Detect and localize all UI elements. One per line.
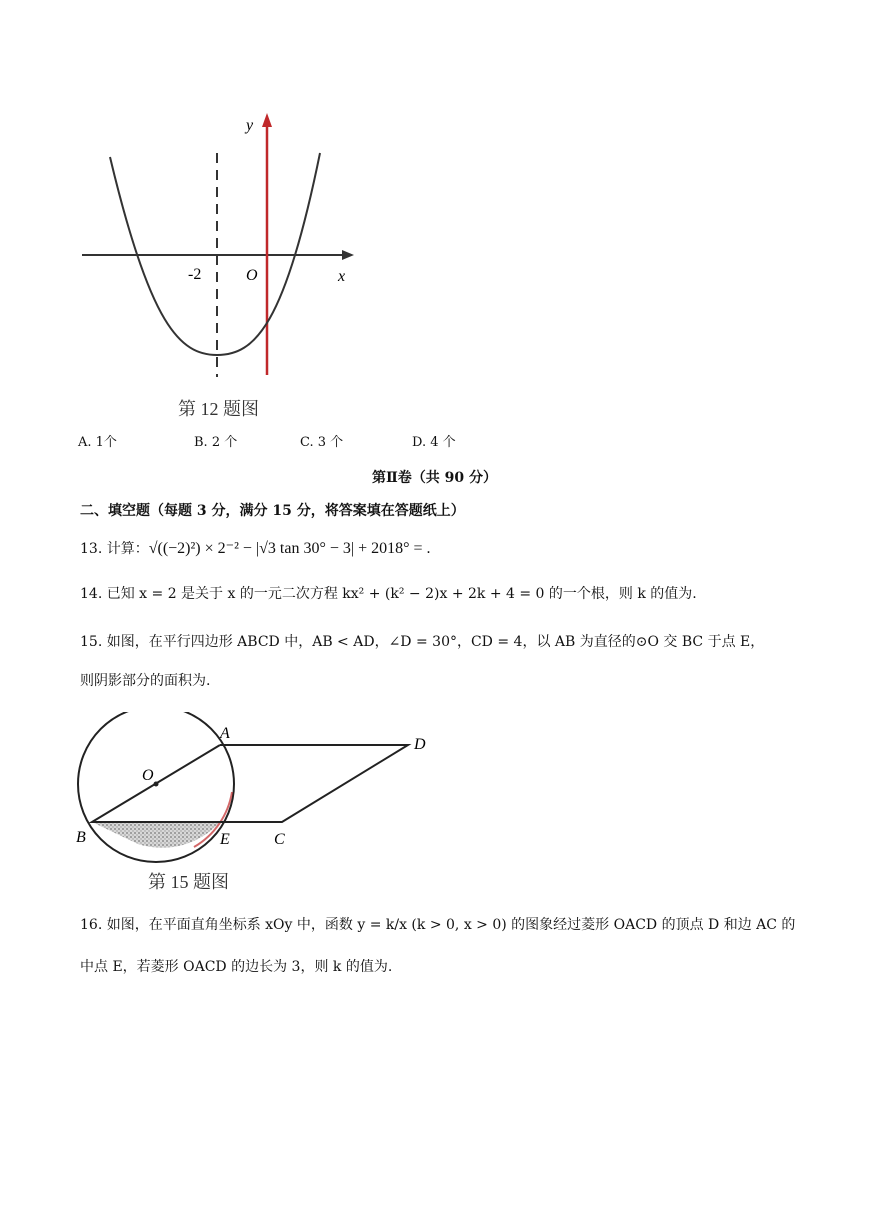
label-o: O	[142, 767, 154, 784]
answer-options	[78, 431, 778, 451]
shaded-region	[92, 822, 220, 848]
option-d: D. 4 个	[412, 435, 456, 450]
y-axis-arrow	[262, 113, 272, 127]
label-b: B	[76, 829, 86, 846]
center-point	[154, 782, 159, 787]
part-2-title: 第Ⅱ卷（共 90 分）	[371, 470, 498, 486]
question-12-caption: 第 12 题图	[178, 399, 259, 419]
question-12-figure	[70, 105, 370, 425]
question-15-figure	[74, 712, 444, 897]
section-2-heading: 二、填空题（每题 3 分，满分 15 分，将答案填在答题纸上）	[80, 503, 465, 519]
x-axis-arrow	[342, 250, 354, 260]
question-13-expression: √((−2)²) × 2⁻² − |√3 tan 30° − 3| + 2018° = .	[148, 540, 431, 557]
option-a: A. 1个	[78, 435, 117, 450]
question-13	[80, 538, 431, 558]
question-16-line-1: 16. 如图，在平面直角坐标系 xOy 中，函数 y = k/x (k > 0, x > 0) 的图象经过菱形 OACD 的顶点 D 和边 AC 的	[80, 917, 796, 933]
question-13-prefix: 13. 计算：	[80, 541, 149, 557]
label-a: A	[220, 725, 230, 742]
option-c: C. 3 个	[300, 435, 344, 450]
parallelogram-abcd	[92, 745, 408, 822]
question-15-caption: 第 15 题图	[148, 872, 229, 892]
label-d: D	[414, 736, 426, 753]
question-14: 14. 已知 x = 2 是关于 x 的一元二次方程 kx² + (k² − 2)x + 2k + 4 = 0 的一个根，则 k 的值为.	[80, 586, 697, 602]
question-16-line-2: 中点 E，若菱形 OACD 的边长为 3，则 k 的值为.	[80, 959, 393, 975]
origin-label: O	[246, 267, 258, 284]
neg2-label: -2	[188, 266, 202, 283]
option-b: B. 2 个	[194, 435, 238, 450]
label-c: C	[274, 831, 285, 848]
y-axis-label: y	[246, 117, 254, 134]
x-axis-label: x	[338, 268, 346, 285]
label-e: E	[220, 831, 230, 848]
question-15-line-2: 则阴影部分的面积为.	[80, 673, 211, 689]
question-15-line-1: 15. 如图，在平行四边形 ABCD 中，AB < AD，∠D = 30°，CD = 4，以 AB 为直径的⊙O 交 BC 于点 E，	[80, 634, 765, 650]
